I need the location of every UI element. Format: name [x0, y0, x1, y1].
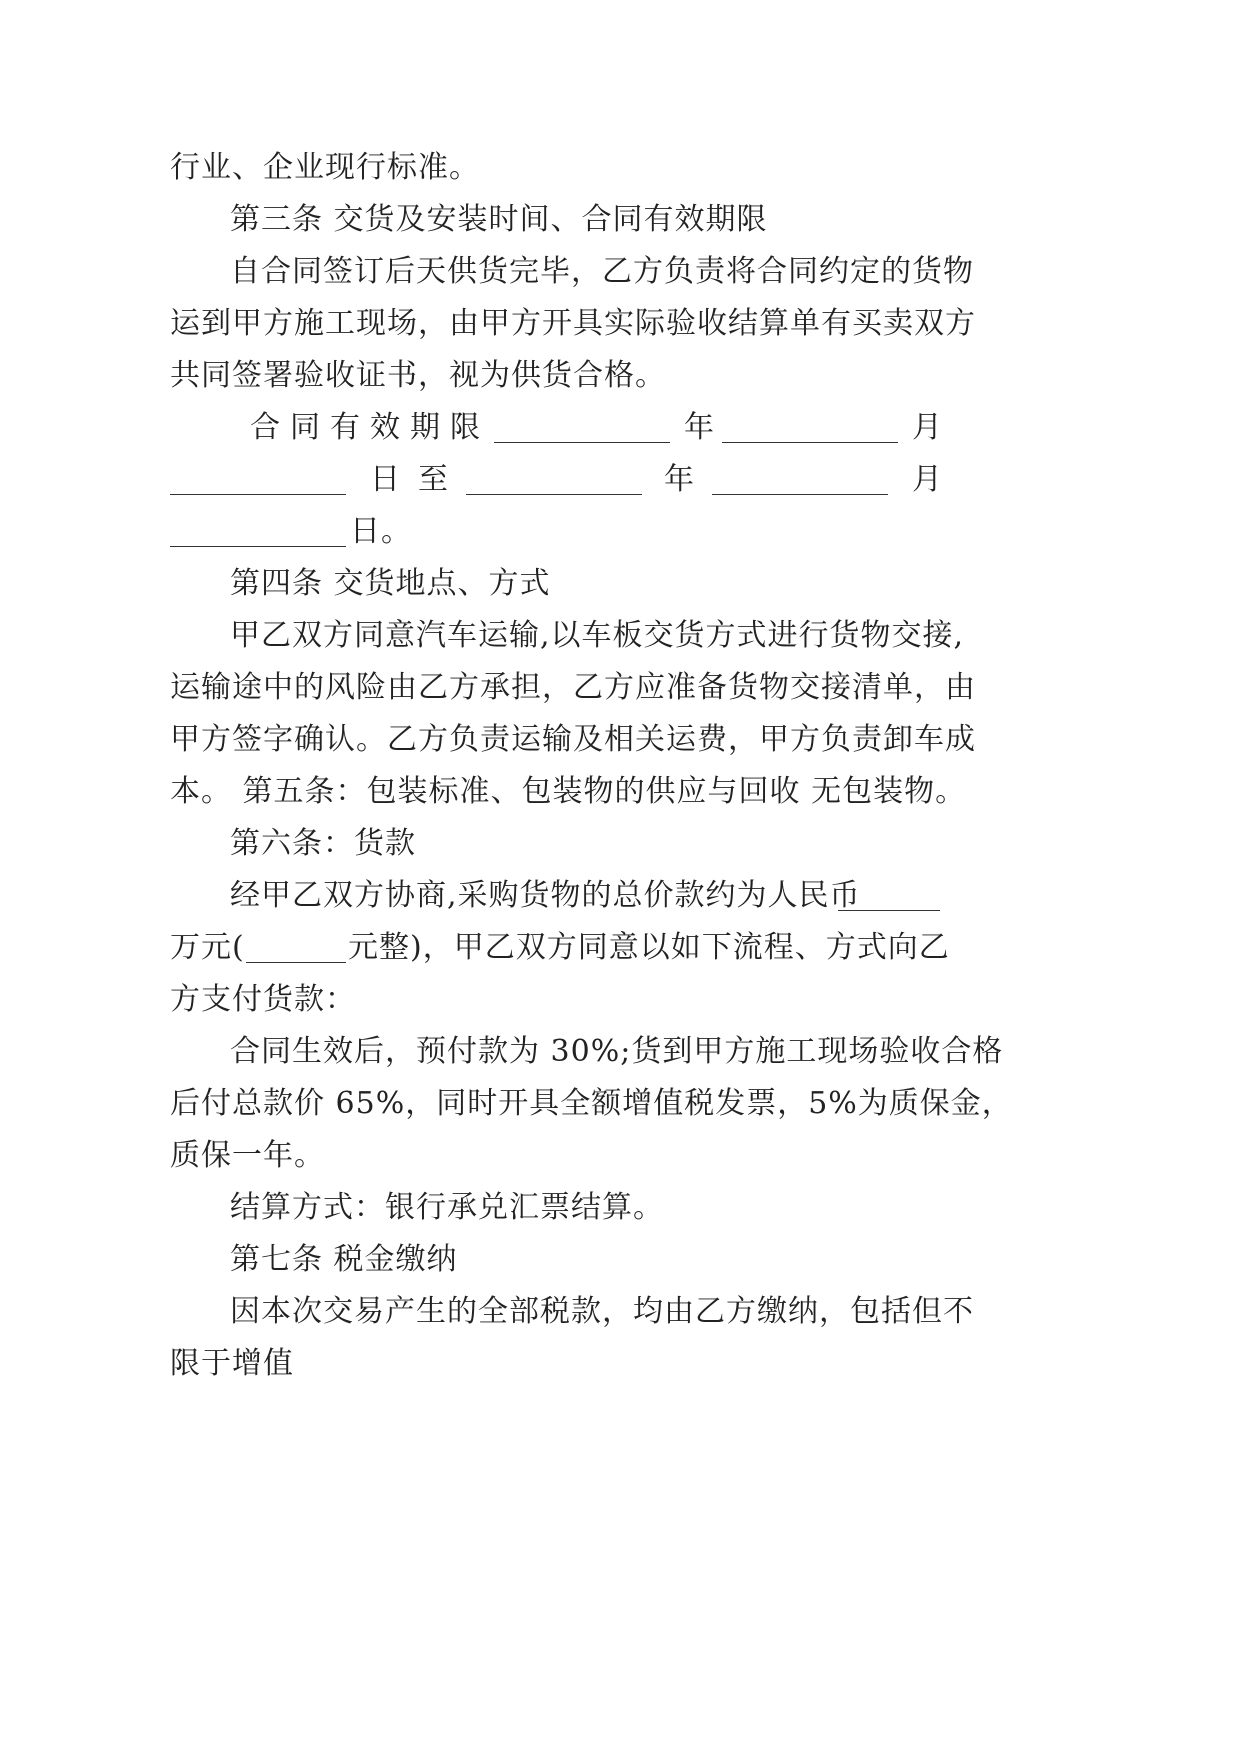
- month-blank: [712, 494, 888, 495]
- paragraph-line: 结算方式：银行承兑汇票结算。: [230, 1190, 664, 1225]
- paragraph-line: 后付总款价 65%，同时开具全额增值税发票，5%为质保金，: [170, 1086, 1013, 1121]
- paragraph-line: 本。 第五条：包装标准、包装物的供应与回收 无包装物。: [170, 774, 967, 809]
- paragraph-line: 质保一年。: [170, 1138, 325, 1173]
- payment-line: 方支付货款：: [170, 982, 356, 1017]
- amount-blank: [838, 910, 940, 911]
- paragraph-line: 甲方签字确认。乙方负责运输及相关运费，甲方负责卸车成: [170, 722, 976, 757]
- year-blank: [466, 494, 642, 495]
- paragraph-line: 合同生效后，预付款为 30%;货到甲方施工现场验收合格: [230, 1034, 1004, 1069]
- validity-period-line: 合 同 有 效 期 限 年 月: [250, 410, 943, 445]
- validity-period-line: 日 至 年 月: [0, 460, 1241, 500]
- paragraph-line: 自合同签订后天供货完毕，乙方负责将合同约定的货物: [230, 254, 974, 289]
- paragraph-line: 因本次交易产生的全部税款，均由乙方缴纳，包括但不: [230, 1294, 974, 1329]
- paragraph-line: 运输途中的风险由乙方承担，乙方应准备货物交接清单，由: [170, 670, 976, 705]
- year-blank: [494, 442, 670, 443]
- amount-words-blank: [246, 962, 346, 963]
- paragraph-line: 运到甲方施工现场，由甲方开具实际验收结算单有买卖双方: [170, 306, 976, 341]
- article-heading: 第七条 税金缴纳: [230, 1242, 458, 1277]
- month-blank: [722, 442, 898, 443]
- paragraph-line: 共同签署验收证书，视为供货合格。: [170, 358, 666, 393]
- day-blank: [170, 546, 346, 547]
- payment-line: 万元( 元整)，甲乙双方同意以如下流程、方式向乙: [170, 930, 950, 965]
- paragraph-line: 限于增值: [170, 1346, 294, 1381]
- paragraph-line: 甲乙双方同意汽车运输,以车板交货方式进行货物交接,: [230, 618, 965, 653]
- article-heading: 第三条 交货及安装时间、合同有效期限: [230, 202, 768, 237]
- payment-line: 经甲乙双方协商,采购货物的总价款约为人民币: [0, 876, 1241, 916]
- paragraph-line: 行业、企业现行标准。: [170, 150, 480, 185]
- article-heading: 第六条：货款: [230, 826, 416, 861]
- article-heading: 第四条 交货地点、方式: [230, 566, 551, 601]
- day-blank: [170, 494, 346, 495]
- validity-period-line: 日。: [0, 512, 1241, 552]
